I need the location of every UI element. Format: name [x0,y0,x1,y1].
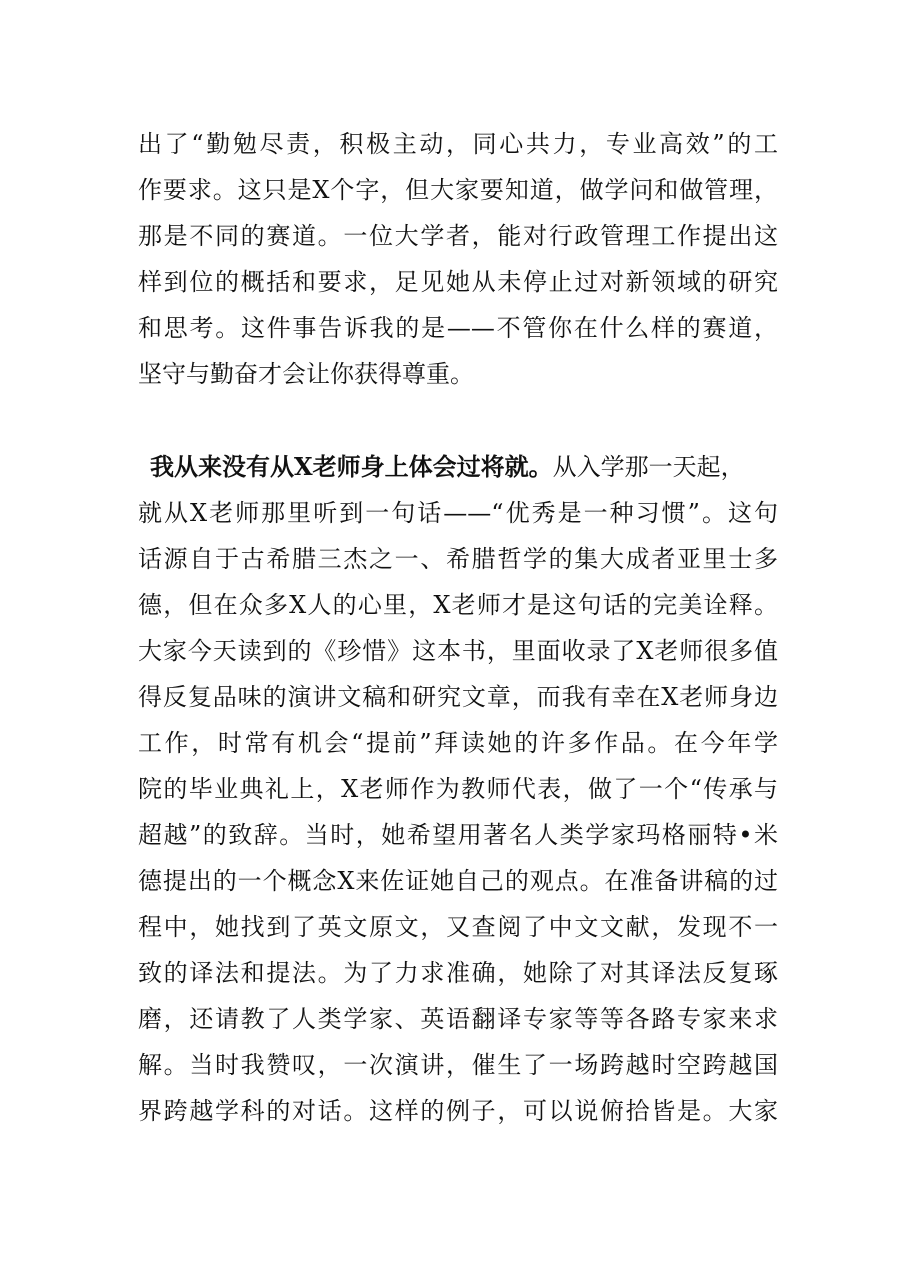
paragraph-2-line: 致的译法和提法。为了力求准确，她除了对其译法反复琢 [138,959,778,987]
paragraph-1-line: 样到位的概括和要求，足见她从未停止过对新领域的研究 [138,268,778,296]
paragraph-2-first-line [138,444,778,490]
paragraph-2-line: 工作，时常有机会“提前”拜读她的许多作品。在今年学 [138,729,778,757]
paragraph-1-line: 那是不同的赛道。一位大学者，能对行政管理工作提出这 [138,222,778,250]
paragraph-2-line: 话源自于古希腊三杰之一、希腊哲学的集大成者亚里士多 [138,545,778,573]
paragraph-2-line: 院的毕业典礼上，X老师作为教师代表，做了一个“传承与 [138,775,778,803]
paragraph-1-line: 出了“勤勉尽责，积极主动，同心共力，专业高效”的工 [138,130,778,158]
paragraph-1-line: 坚守与勤奋才会让你获得尊重。 [138,360,474,388]
paragraph-1 [138,121,778,397]
paragraph-2-line: 程中，她找到了英文原文，又查阅了中文文献，发现不一 [138,913,778,941]
paragraph-2-line: 磨，还请教了人类学家、英语翻译专家等等各路专家来求 [138,1005,778,1033]
paragraph-2-line: 德，但在众多X人的心里，X老师才是这句话的完美诠释。 [138,591,778,619]
paragraph-2-line: 界跨越学科的对话。这样的例子，可以说俯拾皆是。大家 [138,1097,778,1125]
paragraph-2-line: 德提出的一个概念X来佐证她自己的观点。在准备讲稿的过 [138,867,778,895]
paragraph-2-heading: 我从来没有从X老师身上体会过将就。 [150,452,553,481]
paragraph-1-line: 作要求。这只是X个字，但大家要知道，做学问和做管理， [138,176,778,204]
paragraph-2-first-line-rest: 从入学那一天起， [552,453,745,481]
paragraph-2-line: 解。当时我赞叹，一次演讲，催生了一场跨越时空跨越国 [138,1051,778,1079]
paragraph-2-line: 超越”的致辞。当时，她希望用著名人类学家玛格丽特•米 [138,821,778,849]
paragraph-2-line: 就从X老师那里听到一句话——“优秀是一种习惯”。这句 [138,499,778,527]
paragraph-2-line: 大家今天读到的《珍惜》这本书，里面收录了X老师很多值 [138,637,778,665]
paragraph-2-line: 得反复品味的演讲文稿和研究文章，而我有幸在X老师身边 [138,683,778,711]
paragraph-2 [138,444,778,1134]
paragraph-1-line: 和思考。这件事告诉我的是——不管你在什么样的赛道， [138,314,778,342]
